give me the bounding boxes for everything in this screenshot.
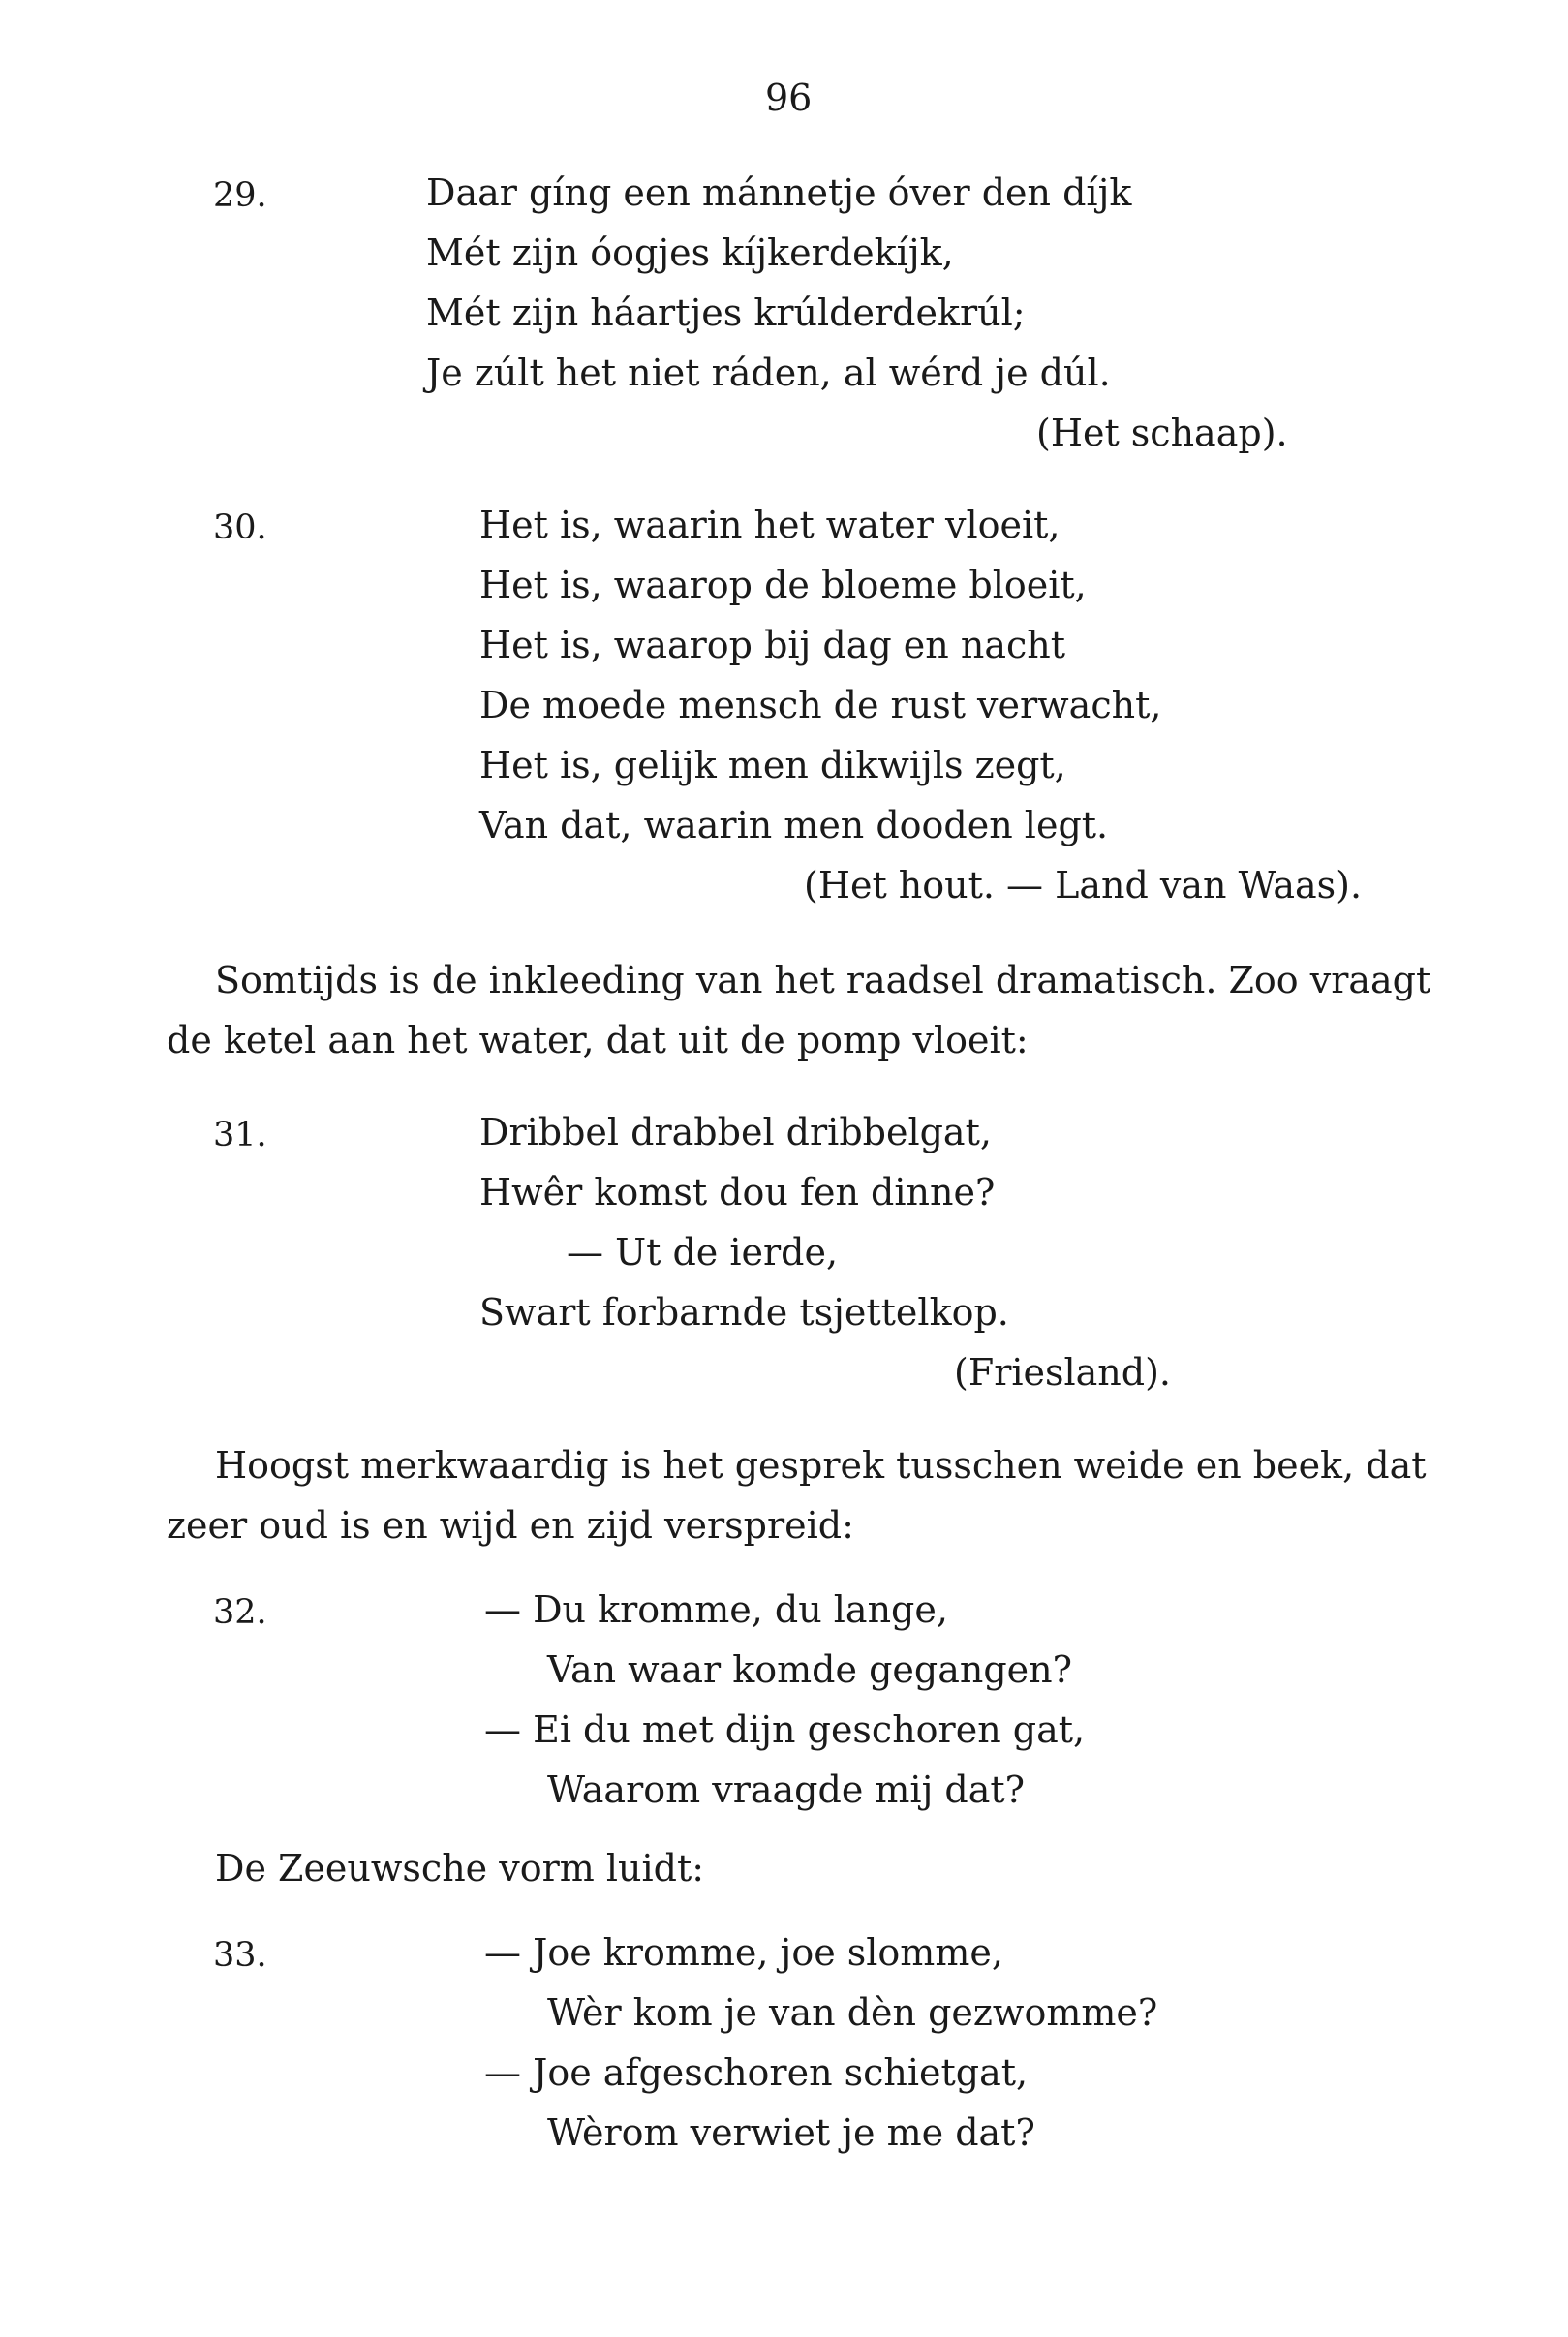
riddle-32-line-3: — Ei du met dijn geschoren gat, [484,1708,1086,1751]
riddle-31-answer: (Friesland). [954,1351,1172,1394]
riddle-31-line-2: Hwêr komst dou fen dinne? [479,1171,996,1214]
paragraph-2-line-2: zeer oud is en wijd en zijd verspreid: [167,1504,854,1547]
riddle-32-line-2: Van waar komde gegangen? [547,1648,1073,1691]
riddle-33-line-1: — Joe kromme, joe slomme, [484,1931,1003,1974]
riddle-31-line-3: — Ut de ierde, [567,1231,839,1274]
riddle-32-line-1: — Du kromme, du lange, [484,1588,948,1631]
riddle-29-line-1: Daar gíng een mánnetje óver den díjk [426,171,1132,214]
riddle-33-line-3: — Joe afgeschoren schietgat, [484,2051,1029,2094]
riddle-31-line-4: Swart forbarnde tsjettelkop. [479,1291,1009,1334]
riddle-30-line-1: Het is, waarin het water vloeit, [479,504,1061,546]
riddle-30-line-3: Het is, waarop bij dag en nacht [479,624,1065,666]
riddle-31-number: 31. [213,1116,267,1154]
riddle-29-answer: (Het schaap). [1036,412,1288,454]
riddle-30-line-2: Het is, waarop de bloeme bloeit, [479,564,1087,606]
riddle-33-number: 33. [213,1936,267,1975]
riddle-30-line-4: De moede mensch de rust verwacht, [479,684,1162,726]
riddle-30-number: 30. [213,508,267,547]
riddle-30-line-6: Van dat, waarin men dooden legt. [479,804,1109,846]
riddle-29-line-2: Mét zijn óogjes kíjkerdekíjk, [426,231,954,274]
riddle-32-number: 32. [213,1593,267,1632]
riddle-33-line-2: Wèr kom je van dèn gezwomme? [547,1991,1158,2034]
riddle-33-line-4: Wèrom verwiet je me dat? [547,2111,1035,2154]
paragraph-1-line-2: de ketel aan het water, dat uit de pomp vloeit: [167,1019,1029,1061]
paragraph-3-line-1: De Zeeuwsche vorm luidt: [215,1847,705,1890]
paragraph-2-line-1: Hoogst merkwaardig is het gesprek tusschen weide en beek, dat [215,1444,1427,1487]
riddle-30-line-5: Het is, gelijk men dikwijls zegt, [479,744,1066,786]
riddle-32-line-4: Waarom vraagde mij dat? [547,1768,1026,1811]
riddle-29-line-4: Je zúlt het niet ráden, al wérd je dúl. [426,352,1111,394]
page-number: 96 [765,77,813,119]
riddle-30-answer: (Het hout. — Land van Waas). [804,864,1363,907]
riddle-29-line-3: Mét zijn háartjes krúlderdekrúl; [426,292,1026,334]
riddle-29-number: 29. [213,176,267,215]
riddle-31-line-1: Dribbel drabbel dribbelgat, [479,1111,992,1153]
paragraph-1-line-1: Somtijds is de inkleeding van het raadsel dramatisch. Zoo vraagt [215,959,1431,1001]
